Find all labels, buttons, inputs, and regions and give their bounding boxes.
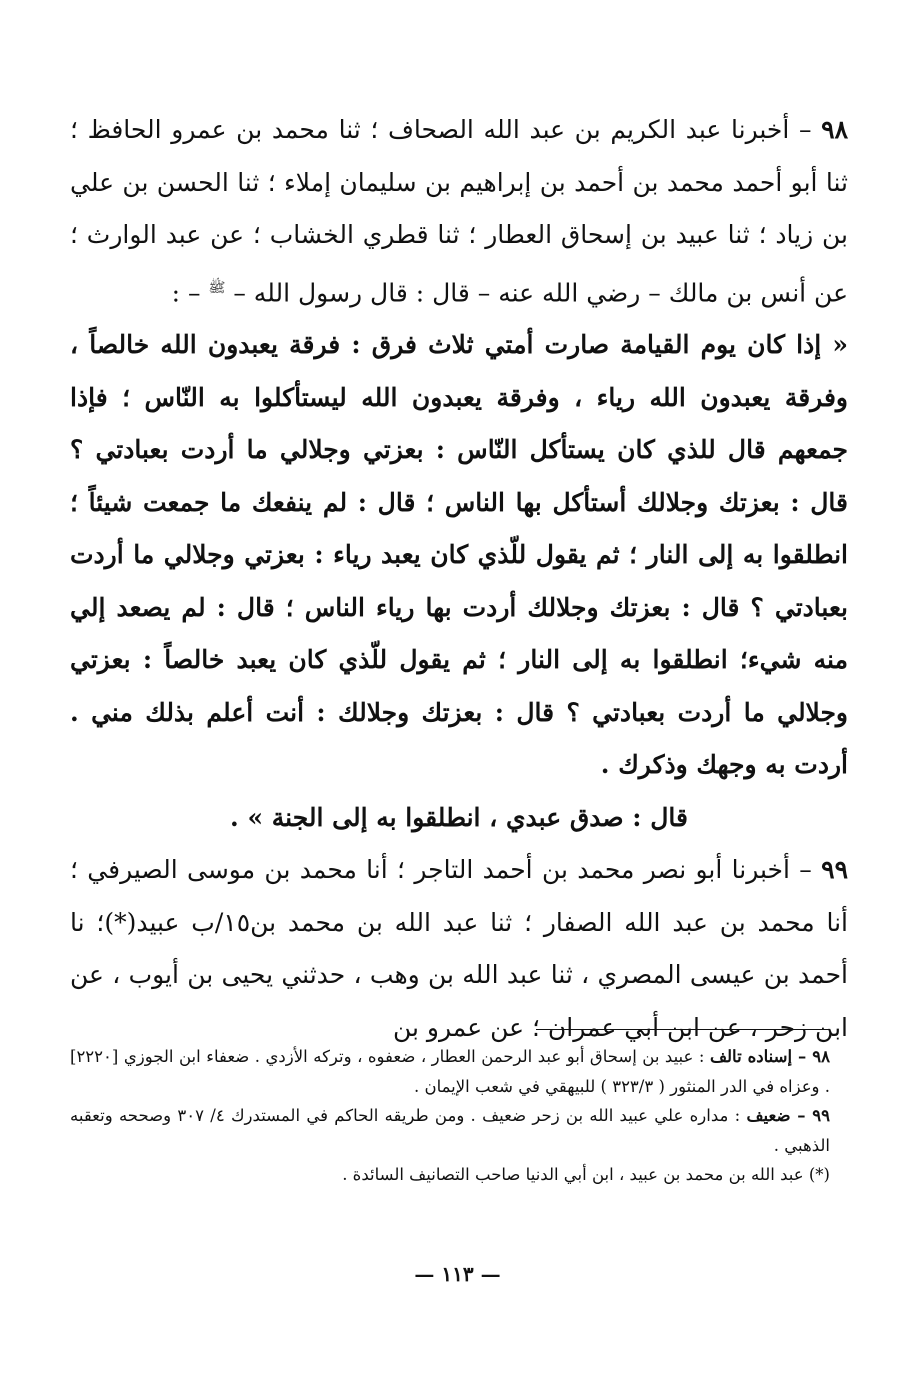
hadith-99-text	[70, 844, 848, 1054]
hadith-number: ٩٨	[821, 115, 849, 144]
isnad-text: – أخبرنا عبد الكريم بن عبد الله الصحاف ؛ ثنا محمد بن عمرو الحافظ ؛ ثنا أبو أحمد محمد بن أحمد بن إبراهيم بن سليمان إملاء ؛ ثنا الحسن بن علي بن زياد ؛ ثنا عبيد بن إسحاق العطار ؛ ثنا قطري الخشاب ؛ عن عبد الوارث ؛ عن أنس بن مالك – رضي الله عنه – قال : قال رسول الله –	[70, 115, 848, 307]
hadith-number: ٩٩	[821, 855, 848, 885]
footnote-99	[70, 1101, 830, 1160]
footnote-divider	[536, 1029, 830, 1030]
isnad-end: – :	[171, 277, 201, 307]
footnote-label: ٩٨ – إسناده تالف	[709, 1047, 831, 1066]
footnote-label: ٩٩ – ضعيف	[746, 1106, 830, 1125]
isnad-text: – أخبرنا أبو نصر محمد بن أحمد التاجر ؛ أنا محمد بن موسى الصيرفي ؛ أنا محمد بن عبد الله الصفار ؛ ثنا عبد الله بن محمد بن١٥/ب عبيد(*)؛ نا أحمد بن عيسى المصري ، ثنا عبد الله بن وهب ، حدثني يحيى بن أيوب ، عن ابن زحر ، عن ابن أبي عمران ؛ عن عمرو بن	[70, 855, 848, 1042]
footnotes	[70, 1042, 830, 1190]
footnote-98	[70, 1042, 830, 1101]
main-text	[70, 104, 848, 1054]
salutation-glyph: ﷺ	[208, 279, 226, 296]
footnote-star	[70, 1160, 830, 1190]
footnote-text: : مداره علي عبيد الله بن زحر ضعيف . ومن طريقه الحاكم في المستدرك ٤/ ٣٠٧ وصححه وتعقبه الذهبي .	[70, 1106, 830, 1155]
footnote-label: (*)	[808, 1165, 830, 1184]
hadith-98-text: « إذا كان يوم القيامة صارت أمتي ثلاث فرق : فرقة يعبدون الله خالصاً ، وفرقة يعبدون الله رياء ، وفرقة يعبدون الله ليستأكلوا به النّاس ؛ فإذا جمعهم قال للذي كان يستأكل النّاس : بعزتي وجلالي ما أردت بعبادتي ؟ قال : بعزتك وجلالك أستأكل بها الناس ؛ قال : لم ينفعك ما جمعت شيئاً ؛ انطلقوا به إلى النار ؛ ثم يقول للّذي كان يعبد رياء : بعزتي وجلالي ما أردت بعبادتي ؟ قال : بعزتك وجلالك أردت بها رياء الناس ؛ قال : لم يصعد إلي منه شيء؛ انطلقوا به إلى النار ؛ ثم يقول للّذي كان يعبد خالصاً : بعزتي وجلالي ما أردت بعبادتي ؟ قال : بعزتك وجلالك : أنت أعلم بذلك مني . أردت به وجهك وذكرك .	[70, 330, 848, 780]
page-number: — ١١٣ —	[414, 1262, 501, 1286]
footnote-text: عبد الله بن محمد بن عبيد ، ابن أبي الدنيا صاحب التصانيف السائدة .	[342, 1165, 804, 1184]
footnote-text: : عبيد بن إسحاق أبو عبد الرحمن العطار ، ضعفوه ، وتركه الأزدي . ضعفاء ابن الجوزي [٢٢٢٠] . وعزاه في الدر المنثور ( ٣٢٣/٣ ) للبيهقي في شعب الإيمان .	[70, 1047, 830, 1096]
hadith-98-closing: قال : صدق عبدي ، انطلقوا به إلى الجنة » .	[230, 802, 688, 832]
hadith-98-isnad	[70, 104, 848, 319]
